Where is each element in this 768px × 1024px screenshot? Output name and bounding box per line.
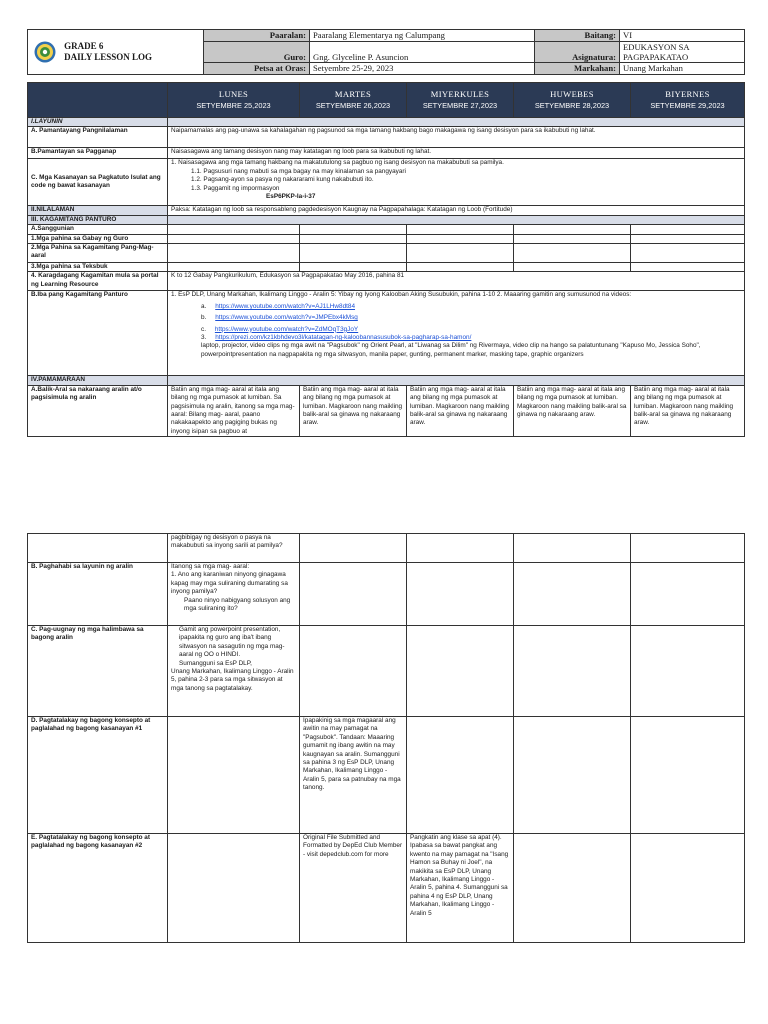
video-link-a[interactable]: https://www.youtube.com/watch?v=AJ1LHw8dt84 [215, 302, 356, 310]
row-paguugnay: C. Pag-uugnay ng mga halimbawa sa bagong aralin Gamit ang powerpoint presentation, ipapakita ng guro ang iba't ibang sitwasyon na sasagutin ng mga mag-aaral ng OO o HINDI. Sumangguni sa EsP DLP, Unang Markahan, Ikalimang Linggo - Aralin 5, pahina 2-3 para sa mga sitwasyon at mga tanong sa pagtatalakay. [28, 626, 745, 717]
row-kagamitang-pang-mag-aaral: 2.Mga Pahina sa Kagamitang Pang-Mag-aaral [28, 244, 745, 263]
row-pagtatalakay-1: D. Pagtatalakay ng bagong konsepto at paglalahad ng bagong kasanayan #1 Ipapakinig sa mga magaaral ang awitin na may pamagat na "Pagsubok". Tandaan: Maaaring gumamit ng ibang awitin na may kaugnayan sa aralin. Sumangguni sa pahina 3 ng EsP DLP, Unang Markahan, Ikalimang Linggo - Aralin 5, para sa patnubay na mga tanong. [28, 717, 745, 834]
prezi-link[interactable]: https://prezi.com/kz1kbhdevo3l/katatagan-ng-kaloobannasusubok-sa-pagharap-sa-hamon/ [215, 334, 472, 342]
subject-label: Asignatura: [535, 42, 620, 63]
row-gabay: 1.Mga pahina sa Gabay ng Guro [28, 234, 745, 243]
grade-label: GRADE 6 [64, 41, 104, 51]
video-link-b[interactable]: https://www.youtube.com/watch?v=JMPEbx4kMsg [215, 314, 358, 322]
karagdagang-text: K to 12 Gabay Pangkurikulum, Edukasyon sa Pagpapakatao May 2016, pahina 81 [168, 272, 745, 291]
row-sanggunian: A.Sanggunian [28, 225, 745, 234]
date-label: Petsa at Oras: [204, 63, 310, 75]
row-iba-pang-kagamitan: B.Iba pang Kagamitang Panturo 1. EsP DLP, Unang Markahan, Ikalimang Linggo - Aralin 5: Yibay ng Iyong Kalooban Aking Susubukin, pahina 1-10 2. Maaaring gamitin ang sumusunod na videos: a. https://www.youtube.com/watch?v=AJ1LHw8dt84 b. https://www.youtube.com/watch?v=JMPEbx4kMsg c. https://www.youtube.com/watch?v=ZdMOqT3gJoY 3. https://prezi.com/kz1kbhdevo3l/katatagan-ng-kaloobannasusubok-sa-pagharap-sa-hamon/ laptop, projector, video clips ng mga awit na "Pagsubok" ng Orient Pearl, at "Liwanag sa Dilim" ng Rivermaya, video clip na hango sa palatuntunang "Kapuso Mo, Jessica Soho", powerpointpresentation na nagpapakita ng mga sitwasyon, manila paper, gunting, permanent marker, masking tape, graphic organizers [28, 291, 745, 376]
row-pangnilalaman: A. Pamantayang Pangnilalaman Naipamamalas ang pag-unawa sa kahalagahan ng pagsunod sa mga tamang hakbang bago makagawa ng isang desisyon para sa ikabubuti ng lahat. [28, 127, 745, 148]
date-value: Setyembre 25-29, 2023 [310, 63, 535, 75]
day-header-row [28, 83, 745, 118]
row-teksbuk: 3.Mga pahina sa Teksbuk [28, 263, 745, 272]
section-layunin: I.LAYUNIN [28, 118, 745, 127]
row-balik-aral: A.Balik-Aral sa nakaraang aralin at/o pagsisimula ng aralin Batiin ang mga mag- aaral at itala ang bilang ng mga pumasok at lumiban. Sa pagsisimula ng aralin, itanong sa mga mag-aaral: Bilang mag- aaral, paano nakakaapekto ang pagiging bukas ng inyong isipan sa pagbuo at Batiin ang mga mag- aaral at itala ang bilang ng mga pumasok at lumiban. Magkaroon nang maikling balik-aral sa ginawa ng nakaraang araw. Batiin ang mga mag- aaral at itala ang bilang ng mga pumasok at lumiban. Magkaroon nang maikling balik-aral sa ginawa ng nakaraang araw. Batiin ang mga mag- aaral at itala ang bilang ng mga pumasok at lumiban. Magkaroon nang maikling balik-aral sa ginawa ng nakaraang araw. Batiin ang mga mag- aaral at itala ang bilang ng mga pumasok at lumiban. Magkaroon nang maikling balik-aral sa ginawa ng nakaraang araw. [28, 385, 745, 436]
lesson-log-table-page2 [27, 533, 744, 943]
paghahabi-monday: Itanong sa mga mag- aaral: 1. Ano ang karaniwan ninyong ginagawa kapag may mga suliraning dumarating sa inyong pamilya? Paano ninyo nabigyang solusyon ang mga suliraning ito? [168, 563, 300, 626]
level-value: VI [620, 30, 745, 42]
day-wednesday: MIYERKULES SETYEMBRE 27,2023 [407, 83, 514, 118]
balik-monday: Batiin ang mga mag- aaral at itala ang bilang ng mga pumasok at lumiban. Sa pagsisimula ng aralin, itanong sa mga mag-aaral: Bilang mag- aaral, paano nakakaapekto ang pagiging bukas ng inyong isipan sa pagbuo at [168, 385, 300, 436]
row-pagtatalakay-2: E. Pagtatalakay ng bagong konsepto at paglalahad ng bagong kasanayan #2 Original File Submitted and Formatted by DepEd Club Member - visit depedclub.com for more Pangkatin ang klase sa apat (4). Ipabasa sa bawat pangkat ang kwento na may pamagat na "Isang Hamon sa Buhay ni Joel", na makikita sa EsP DLP, Unang Markahan, Ikalimang Linggo - Aralin 5, pahina 4. Sumangguni sa pahina 4 ng EsP DLP, Unang Markahan, Ikalimang Linggo - Aralin 5 [28, 834, 745, 943]
section-kagamitan: III. KAGAMITANG PANTURO [28, 215, 745, 224]
teacher-value: Gng. Glyceline P. Asuncion [310, 42, 535, 63]
day-friday: BIYERNES SETYEMBRE 29,2023 [631, 83, 745, 118]
lesson-log-header [27, 29, 744, 75]
paguugnay-monday: Gamit ang powerpoint presentation, ipapakita ng guro ang iba't ibang sitwasyon na sasagutin ng mga mag-aaral ng OO o HINDI. Sumangguni sa EsP DLP, Unang Markahan, Ikalimang Linggo - Aralin 5, pahina 2-3 para sa mga sitwasyon at mga tanong sa pagtatalakay. [168, 626, 300, 717]
section-nilalaman: II.NILALAMAN Paksa: Katatagan ng loob sa responsableng pagdedesisyon Kaugnay na Pagpapahalaga: Katatagan ng Loob (Fortitude) [28, 206, 745, 215]
balik-tuesday: Batiin ang mga mag- aaral at itala ang bilang ng mga pumasok at lumiban. Magkaroon nang maikling balik-aral sa ginawa ng nakaraang araw. [300, 385, 407, 436]
log-title: DAILY LESSON LOG [64, 52, 153, 62]
deped-seal-icon [34, 41, 56, 63]
day-tuesday: MARTES SETYEMBRE 26,2023 [300, 83, 407, 118]
kasanayan-code: EsP6PKP-Ia-i-37 [266, 193, 316, 201]
day-header-blank [28, 83, 168, 118]
balik-monday-continued: pagbibigay ng desisyon o pasya na makabubuti sa inyong sarili at pamilya? [168, 534, 300, 563]
level-label: Baitang: [535, 30, 620, 42]
iba-text: 1. EsP DLP, Unang Markahan, Ikalimang Linggo - Aralin 5: Yibay ng Iyong Kalooban Aking Susubukin, pahina 1-10 2. Maaaring gamitin ang sumusunod na videos: a. https://www.youtube.com/watch?v=AJ1LHw8dt84 b. https://www.youtube.com/watch?v=JMPEbx4kMsg c. https://www.youtube.com/watch?v=ZdMOqT3gJoY 3. https://prezi.com/kz1kbhdevo3l/katatagan-ng-kaloobannasusubok-sa-pagharap-sa-hamon/ laptop, projector, video clips ng mga awit na "Pagsubok" ng Orient Pearl, at "Liwanag sa Dilim" ng Rivermaya, video clip na hango sa palatuntunang "Kapuso Mo, Jessica Soho", powerpointpresentation na nagpapakita ng mga sitwasyon, manila paper, gunting, permanent marker, masking tape, graphic organizers [168, 291, 745, 376]
quarter-label: Markahan: [535, 63, 620, 75]
row-kasanayan: C. Mga Kasanayan sa Pagkatuto Isulat ang code ng bawat kasanayan 1. Naisasagawa ang mga tamang hakbang na makatutulong sa pagbuo ng isang desisyon na makabubuti sa pamilya. 1.1. Pagsusuri nang mabuti sa mga bagay na may kinalaman sa pangyayari 1.2. Pagsang-ayon sa pasya ng nakararami kung nakabubuti ito. 1.3. Paggamit ng impormasyon EsP6PKP-Ia-i-37 [28, 159, 745, 206]
row-pagganap: B.Pamantayan sa Pagganap Naisasagawa ang tamang desisyon nang may katatagan ng loob para sa ikabubuti ng lahat. [28, 148, 745, 159]
pagtatalakay-2-tuesday: Original File Submitted and Formatted by DepEd Club Member - visit depedclub.com for more [300, 834, 407, 943]
quarter-value: Unang Markahan [620, 63, 745, 75]
teacher-label: Guro: [204, 42, 310, 63]
row-balik-aral-continued [28, 534, 745, 563]
school-label: Paaralan: [204, 30, 310, 42]
pagganap-text: Naisasagawa ang tamang desisyon nang may katatagan ng loob para sa ikabubuti ng lahat. [168, 148, 745, 159]
video-link-c[interactable]: https://www.youtube.com/watch?v=ZdMOqT3gJoY [214, 325, 359, 333]
row-paghahabi: B. Paghahabi sa layunin ng aralin Itanong sa mga mag- aaral: 1. Ano ang karaniwan ninyong ginagawa kapag may mga suliraning dumarating sa inyong pamilya? Paano ninyo nabigyang solusyon ang mga suliraning ito? [28, 563, 745, 626]
kasanayan-text: 1. Naisasagawa ang mga tamang hakbang na makatutulong sa pagbuo ng isang desisyon na makabubuti sa pamilya. 1.1. Pagsusuri nang mabuti sa mga bagay na may kinalaman sa pangyayari 1.2. Pagsang-ayon sa pasya ng nakararami kung nakabubuti ito. 1.3. Paggamit ng impormasyon EsP6PKP-Ia-i-37 [168, 159, 745, 206]
row-karagdagang: 4. Karagdagang Kagamitan mula sa portal ng Learning Resource K to 12 Gabay Pangkurikulum, Edukasyon sa Pagpapakatao May 2016, pahina 81 [28, 272, 745, 291]
section-pamamaraan: IV.PAMAMARAAN [28, 376, 745, 385]
balik-wednesday: Batiin ang mga mag- aaral at itala ang bilang ng mga pumasok at lumiban. Magkaroon nang maikling balik-aral sa ginawa ng nakaraang araw. [407, 385, 514, 436]
day-thursday: HUWEBES SETYEMBRE 28,2023 [514, 83, 631, 118]
pagtatalakay-1-tuesday: Ipapakinig sa mga magaaral ang awitin na may pamagat na "Pagsubok". Tandaan: Maaaring gumamit ng ibang awitin na may kaugnayan sa aralin. Sumangguni sa pahina 3 ng EsP DLP, Unang Markahan, Ikalimang Linggo - Aralin 5, para sa patnubay na mga tanong. [300, 717, 407, 834]
lesson-log-table [27, 82, 744, 437]
header-brand [28, 30, 204, 75]
school-value: Paaralang Elementarya ng Calumpang [310, 30, 535, 42]
pangnilalaman-text: Naipamamalas ang pag-unawa sa kahalagahan ng pagsunod sa mga tamang hakbang bago makagawa ng isang desisyon para sa ikabubuti ng lahat. [168, 127, 745, 148]
balik-thursday: Batiin ang mga mag- aaral at itala ang bilang ng mga pumasok at lumiban. Magkaroon nang maikling balik-aral sa ginawa ng nakaraang araw. [514, 385, 631, 436]
day-monday: LUNES SETYEMBRE 25,2023 [168, 83, 300, 118]
nilalaman-text: Paksa: Katatagan ng loob sa responsableng pagdedesisyon Kaugnay na Pagpapahalaga: Katatagan ng Loob (Fortitude) [168, 206, 745, 215]
subject-value: EDUKASYON SA PAGPAPAKATAO [620, 42, 745, 63]
balik-friday: Batiin ang mga mag- aaral at itala ang bilang ng mga pumasok at lumiban. Magkaroon nang maikling balik-aral sa ginawa ng nakaraang araw. [631, 385, 745, 436]
pagtatalakay-2-wednesday: Pangkatin ang klase sa apat (4). Ipabasa sa bawat pangkat ang kwento na may pamagat na "Isang Hamon sa Buhay ni Joel", na makikita sa EsP DLP, Unang Markahan, Ikalimang Linggo - Aralin 5, pahina 4. Sumangguni sa pahina 4 ng EsP DLP, Unang Markahan, Ikalimang Linggo - Aralin 5 [407, 834, 514, 943]
